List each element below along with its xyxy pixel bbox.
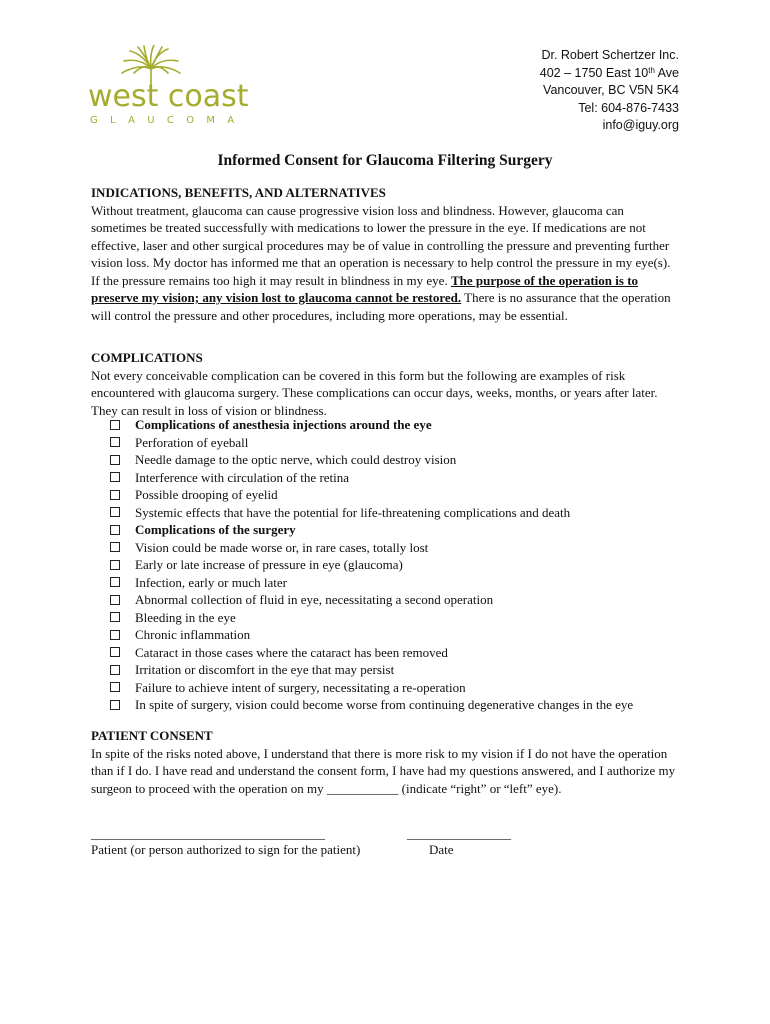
street-text: 402 – 1750 East 10 xyxy=(539,65,649,80)
section-heading: INDICATIONS, BENEFITS, AND ALTERNATIVES xyxy=(91,185,386,200)
checkbox[interactable] xyxy=(110,700,120,710)
checkbox[interactable] xyxy=(110,612,120,622)
checklist-item xyxy=(110,626,690,644)
checkbox[interactable] xyxy=(110,577,120,587)
clinic-name: Dr. Robert Schertzer Inc. xyxy=(541,48,679,62)
checklist-item-label: Complications of the surgery xyxy=(135,522,296,537)
body-text: Without treatment, glaucoma can cause progressive vision loss and blindness. However, glaucoma can sometimes be treated successfully with medications to lower the pressure in the eye. If medications are not effective, laser and other surgical procedures may be of value in controlling the pressure and preventing further vision loss. My doctor has informed me that an operation is necessary to help control the pressure in my eye(s). If the pressure remains too high it may result in blindness in my eye. xyxy=(91,202,671,288)
street-text-end: Ave xyxy=(654,65,679,80)
checkbox[interactable] xyxy=(110,525,120,535)
checklist-item xyxy=(110,434,690,452)
checklist-item xyxy=(110,486,690,504)
emphasis-text: The purpose of the operation is to preserve my vision; any vision lost to glaucoma cannot be restored. xyxy=(91,272,639,305)
checklist-item-label: Failure to achieve intent of surgery, necessitating a re-operation xyxy=(135,679,466,695)
checklist-item xyxy=(110,556,690,574)
checkbox[interactable] xyxy=(110,595,120,605)
checkbox[interactable] xyxy=(110,507,120,517)
patient-signature-line[interactable]: ____________________________________ xyxy=(91,826,325,841)
section-complications xyxy=(91,349,681,419)
logo-subtitle: GLAUCOMA xyxy=(90,115,247,126)
section-heading: PATIENT CONSENT xyxy=(91,728,213,743)
checklist-item-label: Chronic inflammation xyxy=(135,627,251,642)
section-patient-consent xyxy=(91,727,681,797)
section-indications xyxy=(91,184,681,324)
checklist-item xyxy=(110,591,690,609)
checklist-item-label: Possible drooping of eyelid xyxy=(135,487,278,502)
date-line[interactable]: ________________ xyxy=(407,826,511,841)
checklist-item-label: Early or late increase of pressure in eye (glaucoma) xyxy=(135,557,403,572)
logo-wordmark: west coast xyxy=(88,79,249,114)
document-title: Informed Consent for Glaucoma Filtering Surgery xyxy=(217,152,553,169)
patient-signature-label: Patient (or person authorized to sign for the patient) xyxy=(91,842,361,857)
checkbox[interactable] xyxy=(110,665,120,675)
clinic-street xyxy=(540,65,679,83)
checklist-item xyxy=(110,609,690,627)
clinic-address xyxy=(540,47,679,135)
checkbox[interactable] xyxy=(110,647,120,657)
section-body xyxy=(91,202,681,325)
checklist-item-label: Infection, early or much later xyxy=(135,574,287,590)
checklist-item-label: Bleeding in the eye xyxy=(135,609,236,625)
section-body: Not every conceivable complication can be covered in this form but the following are examples of risk encountered with glaucoma surgery. These complications can occur days, weeks, months, or years after later. They can result in loss of vision or blindness. xyxy=(91,367,658,418)
body-text-continued: There is no assurance that the operation will control the pressure and other procedures, including more operations, may be essential. xyxy=(91,290,671,323)
checklist-item xyxy=(110,451,690,469)
clinic-phone: Tel: 604-876-7433 xyxy=(578,100,679,115)
checkbox[interactable] xyxy=(110,472,120,482)
checklist-item-label: Cataract in those cases where the cataract has been removed xyxy=(135,644,448,660)
checkbox[interactable] xyxy=(110,542,120,552)
checklist-item-label: In spite of surgery, vision could become worse from continuing degenerative changes in the eye xyxy=(135,697,634,712)
checklist-item-label: Irritation or discomfort in the eye that may persist xyxy=(135,662,395,677)
checklist-item-label: Perforation of eyeball xyxy=(135,434,249,450)
checkbox[interactable] xyxy=(110,420,120,430)
section-body: In spite of the risks noted above, I understand that there is more risk to my vision if I do not have the operation than if I do. I have read and understand the consent form, I have had my questions answered, and I authorize my surgeon to proceed with the operation on my ___________ (indicate “right” or “left” eye). xyxy=(91,745,676,796)
checklist-item-label: Systemic effects that have the potential for life-threatening complications and death xyxy=(135,504,571,520)
checklist-item xyxy=(110,469,690,487)
street-suffix: th xyxy=(648,65,655,75)
checklist-item-label: Complications of anesthesia injections around the eye xyxy=(135,417,432,432)
checkbox[interactable] xyxy=(110,490,120,500)
checklist-item-label: Vision could be made worse or, in rare cases, totally lost xyxy=(135,539,429,555)
checklist-item xyxy=(110,521,690,539)
checklist-item xyxy=(110,504,690,522)
checkbox[interactable] xyxy=(110,437,120,447)
checklist-item-label: Abnormal collection of fluid in eye, necessitating a second operation xyxy=(135,592,494,607)
checklist-item xyxy=(110,696,690,714)
checklist-item xyxy=(110,539,690,557)
checklist-item-label: Needle damage to the optic nerve, which could destroy vision xyxy=(135,452,457,467)
date-label: Date xyxy=(429,842,454,857)
clinic-city: Vancouver, BC V5N 5K4 xyxy=(543,83,679,97)
checkbox[interactable] xyxy=(110,682,120,692)
checkbox[interactable] xyxy=(110,630,120,640)
checkbox[interactable] xyxy=(110,455,120,465)
west-coast-glaucoma-logo xyxy=(88,45,248,130)
checklist-item xyxy=(110,574,690,592)
checklist-item xyxy=(110,679,690,697)
checklist-item xyxy=(110,416,690,434)
section-heading: COMPLICATIONS xyxy=(91,350,203,365)
clinic-email: info@iguy.org xyxy=(602,118,679,132)
checkbox[interactable] xyxy=(110,560,120,570)
complications-checklist xyxy=(110,416,690,714)
checklist-item-label: Interference with circulation of the retina xyxy=(135,469,350,485)
checklist-item xyxy=(110,661,690,679)
checklist-item xyxy=(110,644,690,662)
